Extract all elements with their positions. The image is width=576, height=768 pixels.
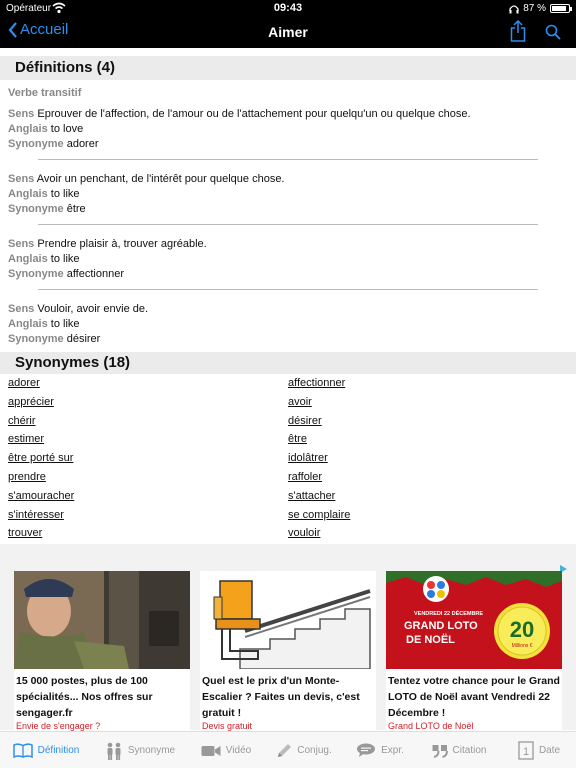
battery-percent: 87 % bbox=[523, 3, 546, 14]
calendar-icon bbox=[518, 741, 534, 760]
synonym-link[interactable]: adorer bbox=[8, 377, 40, 389]
tab-conjug[interactable] bbox=[264, 732, 344, 768]
word-category: Verbe transitif bbox=[8, 87, 82, 99]
ad-source: Envie de s'engager ? bbox=[16, 721, 101, 731]
sens-text: Vouloir, avoir envie de. bbox=[37, 303, 149, 315]
sens-label: Sens bbox=[8, 173, 35, 185]
synonyme-label: Synonyme bbox=[8, 203, 64, 215]
sens-text: Eprouver de l'affection, de l'amour ou de l'attachement pour quelqu'un ou quelque chose. bbox=[37, 108, 471, 120]
pen-icon bbox=[276, 743, 292, 759]
speech-bubble-icon bbox=[356, 743, 376, 758]
people-icon bbox=[105, 742, 123, 760]
synonyme-label: Synonyme bbox=[8, 268, 64, 280]
sens-label: Sens bbox=[8, 303, 35, 315]
synonym-link[interactable]: trouver bbox=[8, 527, 43, 540]
loto-date: VENDREDI 22 DÉCEMBRE bbox=[414, 611, 484, 617]
loto-amount-unit: Millions € bbox=[511, 643, 533, 649]
synonym-link[interactable]: prendre bbox=[8, 470, 46, 483]
synonym-link[interactable]: avoir bbox=[288, 395, 312, 408]
anglais-text: to like bbox=[50, 188, 80, 200]
loto-title-line1: GRAND LOTO bbox=[404, 620, 478, 632]
synonym-link[interactable]: affectionner bbox=[288, 377, 346, 389]
definition-item bbox=[8, 172, 568, 217]
page-title: Aimer bbox=[268, 24, 308, 40]
ad-image-loto bbox=[386, 571, 562, 669]
tab-expr[interactable] bbox=[344, 732, 416, 768]
synonyme-label: Synonyme bbox=[8, 333, 64, 345]
synonyme-text: être bbox=[66, 203, 86, 215]
synonym-link[interactable]: idolâtrer bbox=[288, 452, 328, 465]
loto-amount: 20 bbox=[509, 617, 535, 642]
battery-icon bbox=[550, 4, 570, 13]
ad-card[interactable] bbox=[386, 571, 562, 731]
clock: 09:43 bbox=[273, 2, 303, 14]
search-icon[interactable] bbox=[545, 24, 561, 40]
back-button-label: Accueil bbox=[20, 21, 69, 38]
anglais-label: Anglais bbox=[8, 318, 48, 330]
anglais-label: Anglais bbox=[8, 188, 48, 200]
sens-label: Sens bbox=[8, 238, 35, 250]
synonyme-text: adorer bbox=[66, 138, 99, 150]
synonym-link[interactable]: raffoler bbox=[288, 470, 323, 483]
synonym-link[interactable]: se complaire bbox=[288, 508, 351, 521]
definition-item bbox=[8, 302, 568, 347]
synonym-link[interactable]: s'amouracher bbox=[8, 489, 75, 502]
definition-item bbox=[8, 237, 568, 282]
synonym-link[interactable]: apprécier bbox=[8, 395, 54, 408]
tab-citation[interactable] bbox=[416, 732, 502, 768]
ad-source: Grand LOTO de Noël bbox=[388, 721, 474, 731]
calendar-number: 1 bbox=[522, 746, 529, 758]
synonym-link[interactable]: s'intéresser bbox=[8, 508, 64, 521]
synonyme-text: affectionner bbox=[66, 268, 124, 280]
carrier-label: Opérateur bbox=[6, 3, 52, 14]
synonym-link[interactable]: chérir bbox=[8, 414, 36, 427]
sens-text: Avoir un penchant, de l'intérêt pour quelque chose. bbox=[36, 173, 285, 185]
definitions-list bbox=[8, 87, 568, 347]
loto-title-line2: DE NOËL bbox=[406, 634, 455, 646]
anglais-text: to love bbox=[50, 123, 84, 135]
synonym-link[interactable]: être porté sur bbox=[8, 452, 74, 465]
navigation-bar bbox=[0, 18, 576, 48]
ad-text: Quel est le prix d'un Monte-Escalier ? Faites un devis, c'est gratuit ! bbox=[202, 675, 360, 719]
ad-image-soldier bbox=[14, 571, 190, 669]
share-icon[interactable] bbox=[510, 20, 526, 42]
tab-synonyme[interactable] bbox=[92, 732, 188, 768]
ad-image-stairlift bbox=[200, 571, 376, 669]
tab-label: Définition bbox=[37, 745, 80, 756]
divider bbox=[38, 159, 538, 160]
book-icon bbox=[13, 743, 33, 758]
anglais-label: Anglais bbox=[8, 123, 48, 135]
sens-label: Sens bbox=[8, 108, 35, 120]
quote-icon bbox=[432, 744, 448, 758]
definition-item bbox=[8, 107, 568, 152]
ad-text: 15 000 postes, plus de 100 spécialités... Nos offres sur sengager.fr bbox=[16, 675, 153, 719]
tab-label: Conjug. bbox=[297, 745, 332, 756]
top-bar bbox=[0, 0, 576, 48]
definitions-header: Définitions (4) bbox=[0, 56, 576, 80]
synonym-link[interactable]: désirer bbox=[288, 414, 322, 427]
video-camera-icon bbox=[201, 745, 221, 757]
tab-bar bbox=[0, 731, 576, 768]
anglais-label: Anglais bbox=[8, 253, 48, 265]
tab-label: Expr. bbox=[381, 745, 404, 756]
tab-date[interactable] bbox=[502, 732, 576, 768]
status-bar bbox=[0, 0, 576, 18]
ad-card[interactable] bbox=[14, 571, 190, 731]
divider bbox=[38, 224, 538, 225]
tab-video[interactable] bbox=[188, 732, 264, 768]
headphones-icon bbox=[509, 4, 519, 14]
tab-label: Vidéo bbox=[225, 745, 252, 756]
synonym-link[interactable]: vouloir bbox=[288, 527, 321, 540]
sens-text: Prendre plaisir à, trouver agréable. bbox=[37, 238, 207, 250]
synonyme-label: Synonyme bbox=[8, 138, 64, 150]
ad-text: Tentez votre chance pour le Grand LOTO de Noël avant Vendredi 22 Décembre ! bbox=[388, 675, 560, 719]
divider bbox=[38, 289, 538, 290]
ad-source: Devis gratuit bbox=[202, 721, 253, 731]
tab-label: Synonyme bbox=[127, 745, 176, 756]
synonyms-grid bbox=[8, 376, 568, 545]
ad-card[interactable] bbox=[200, 571, 376, 731]
synonym-link[interactable]: estimer bbox=[8, 433, 45, 446]
anglais-text: to like bbox=[50, 318, 80, 330]
synonyms-header: Synonymes (18) bbox=[0, 352, 576, 374]
tab-label: Date bbox=[538, 745, 561, 756]
tab-definition[interactable] bbox=[0, 732, 92, 768]
tab-label: Citation bbox=[452, 745, 487, 756]
synonym-link[interactable]: s'attacher bbox=[288, 489, 336, 502]
anglais-text: to like bbox=[50, 253, 80, 265]
synonyme-text: désirer bbox=[66, 333, 101, 345]
synonym-link[interactable]: être bbox=[288, 433, 307, 446]
